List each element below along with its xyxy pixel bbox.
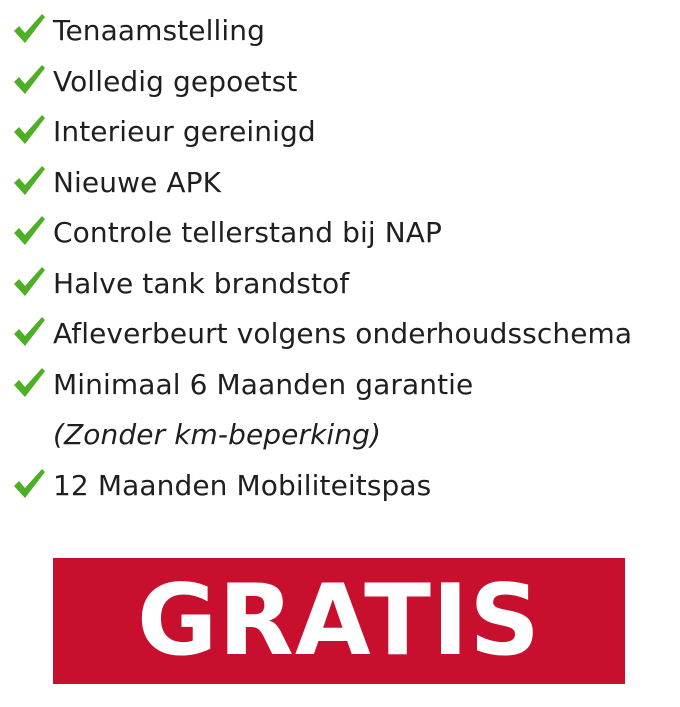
checklist-item-interieur-gereinigd [0,106,680,157]
checklist-item-mobiliteitspas [0,460,680,511]
banner-text: GRATIS [136,564,542,678]
gratis-banner [53,558,625,684]
checklist-item-nieuwe-apk [0,157,680,208]
benefits-checklist [0,5,680,510]
check-icon [11,163,47,199]
checklist-item-label: Interieur gereinigd [53,115,316,148]
check-icon [11,112,47,148]
checklist-item-tenaamstelling [0,5,680,56]
checklist-item-label: 12 Maanden Mobiliteitspas [53,468,432,502]
check-icon [11,466,47,502]
checklist-item-label: Tenaamstelling [53,14,265,47]
checklist-item-label: Nieuwe APK [53,165,222,199]
checklist-item-garantie [0,359,680,410]
checklist-item-afleverbeurt [0,308,680,359]
check-icon [11,62,47,98]
check-icon [11,11,47,47]
check-icon [11,314,47,350]
check-icon [11,365,47,401]
checklist-item-label: Volledig gepoetst [53,64,298,98]
checklist-item-label: Afleverbeurt volgens onderhoudsschema [53,317,633,350]
checklist-item-label: Minimaal 6 Maanden garantie [53,367,474,401]
checklist-item-volledig-gepoetst [0,56,680,107]
checklist-item-label: Controle tellerstand bij NAP [53,216,443,249]
check-icon [11,264,47,300]
checklist-item-label: Halve tank brandstof [53,266,350,300]
checklist-item-halve-tank [0,258,680,309]
checklist-item-note: (Zonder km-beperking) [53,418,382,451]
check-icon [11,213,47,249]
checklist-item-controle-tellerstand [0,207,680,258]
checklist-item-garantie-note [0,409,680,460]
